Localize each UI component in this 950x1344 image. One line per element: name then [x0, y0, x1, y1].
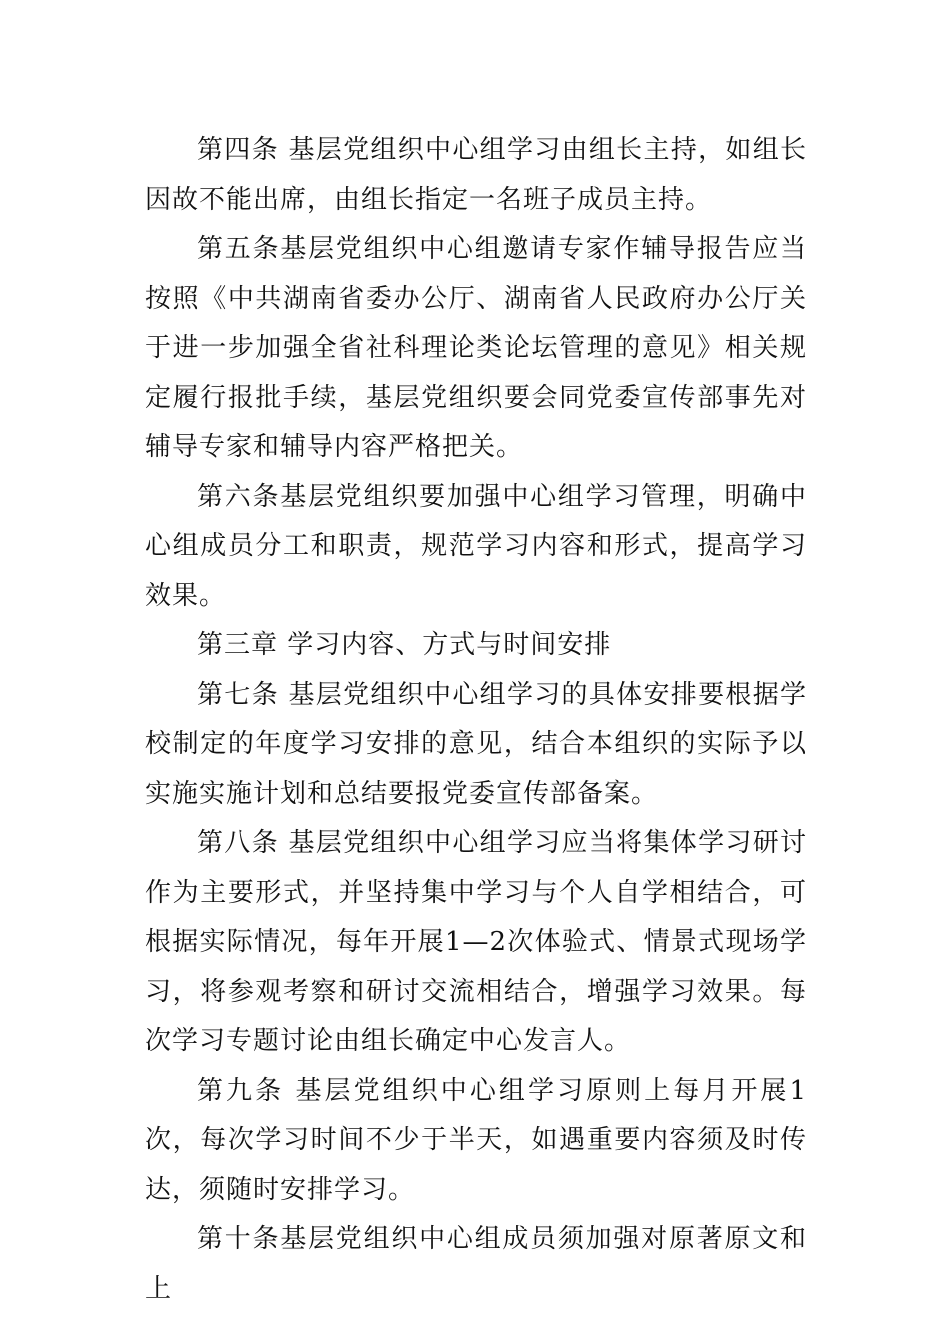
paragraph-article-10: 第十条基层党组织中心组成员须加强对原著原文和上: [145, 1224, 807, 1304]
document-body: [145, 126, 807, 1314]
paragraph-article-9: 第九条 基层党组织中心组学习原则上每月开展1次，每次学习时间不少于半天，如遇重要内容须及时传达，须随时安排学习。: [145, 1075, 807, 1205]
paragraph-article-6: 第六条基层党组织要加强中心组学习管理，明确中心组成员分工和职责，规范学习内容和形式，提高学习效果。: [145, 481, 807, 611]
paragraph-article-4: 第四条 基层党组织中心组学习由组长主持，如组长因故不能出席，由组长指定一名班子成员主持。: [145, 135, 807, 215]
paragraph-article-8: 第八条 基层党组织中心组学习应当将集体学习研讨作为主要形式，并坚持集中学习与个人自学相结合，可根据实际情况，每年开展1—2次体验式、情景式现场学习，将参观考察和研讨交流相结合，增强学习效果。每次学习专题讨论由组长确定中心发言人。: [145, 828, 807, 1056]
paragraph-article-5: 第五条基层党组织中心组邀请专家作辅导报告应当按照《中共湖南省委办公厅、湖南省人民政府办公厅关于进一步加强全省社科理论类论坛管理的意见》相关规定履行报批手续，基层党组织要会同党委宣传部事先对辅导专家和辅导内容严格把关。: [145, 234, 807, 462]
paragraph-article-7: 第七条 基层党组织中心组学习的具体安排要根据学校制定的年度学习安排的意见，结合本组织的实际予以实施实施计划和总结要报党委宣传部备案。: [145, 679, 807, 809]
chapter-heading-3: 第三章 学习内容、方式与时间安排: [197, 630, 612, 660]
